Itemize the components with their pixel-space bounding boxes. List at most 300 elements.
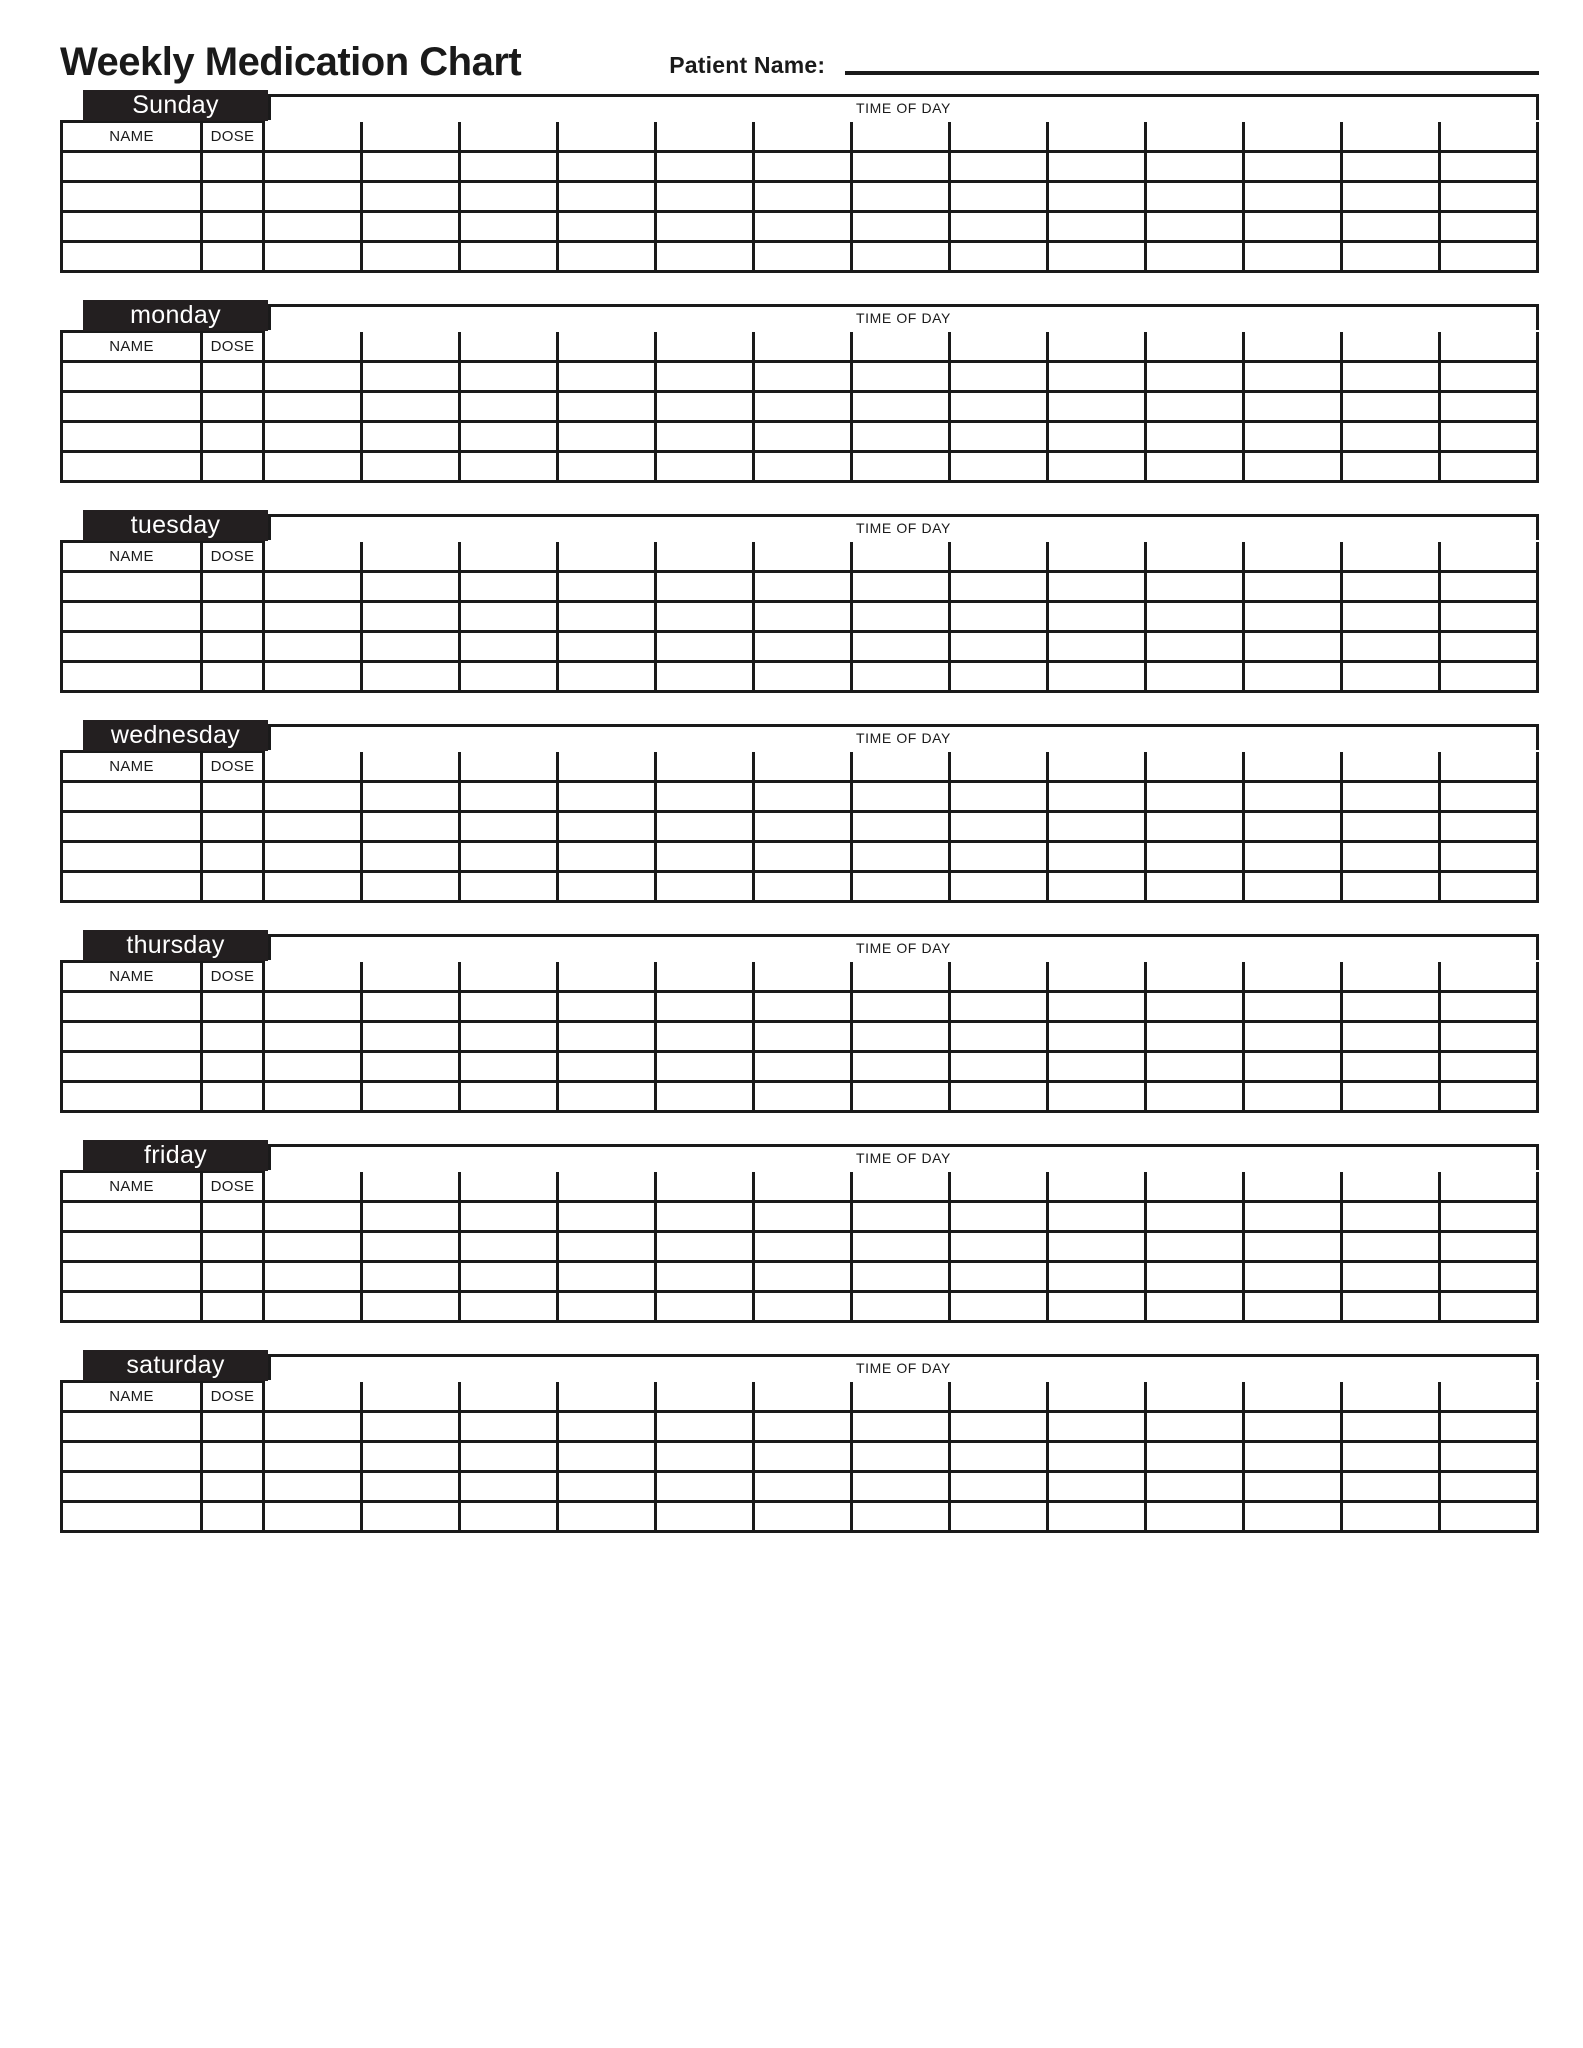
time-slot-cell[interactable] <box>1146 362 1244 392</box>
time-slot-header-cell[interactable] <box>656 332 754 362</box>
time-slot-cell[interactable] <box>1342 992 1440 1022</box>
medication-name-cell[interactable] <box>62 212 202 242</box>
time-slot-cell[interactable] <box>852 1472 950 1502</box>
time-slot-cell[interactable] <box>1048 1202 1146 1232</box>
time-slot-cell[interactable] <box>558 872 656 902</box>
time-slot-cell[interactable] <box>1146 452 1244 482</box>
time-slot-header-cell[interactable] <box>362 122 460 152</box>
time-slot-cell[interactable] <box>1048 1052 1146 1082</box>
time-slot-cell[interactable] <box>754 422 852 452</box>
time-slot-cell[interactable] <box>1342 1472 1440 1502</box>
time-slot-cell[interactable] <box>558 1022 656 1052</box>
time-slot-cell[interactable] <box>1440 602 1538 632</box>
time-slot-cell[interactable] <box>656 212 754 242</box>
time-slot-cell[interactable] <box>950 392 1048 422</box>
time-slot-header-cell[interactable] <box>460 122 558 152</box>
time-slot-header-cell[interactable] <box>1146 122 1244 152</box>
time-slot-cell[interactable] <box>1440 1052 1538 1082</box>
time-slot-cell[interactable] <box>1048 212 1146 242</box>
time-slot-cell[interactable] <box>1440 1472 1538 1502</box>
time-slot-cell[interactable] <box>656 842 754 872</box>
time-slot-cell[interactable] <box>1244 1472 1342 1502</box>
time-slot-header-cell[interactable] <box>852 542 950 572</box>
time-slot-header-cell[interactable] <box>1342 1382 1440 1412</box>
time-slot-header-cell[interactable] <box>558 122 656 152</box>
time-slot-cell[interactable] <box>558 812 656 842</box>
time-slot-cell[interactable] <box>264 632 362 662</box>
time-slot-cell[interactable] <box>1048 1022 1146 1052</box>
medication-dose-cell[interactable] <box>202 182 264 212</box>
time-slot-cell[interactable] <box>1048 392 1146 422</box>
time-slot-cell[interactable] <box>1048 1232 1146 1262</box>
medication-name-cell[interactable] <box>62 1502 202 1532</box>
time-slot-cell[interactable] <box>1244 1502 1342 1532</box>
time-slot-header-cell[interactable] <box>1048 1172 1146 1202</box>
time-slot-header-cell[interactable] <box>558 752 656 782</box>
time-slot-cell[interactable] <box>1244 812 1342 842</box>
medication-dose-cell[interactable] <box>202 632 264 662</box>
time-slot-header-cell[interactable] <box>1146 1382 1244 1412</box>
time-slot-cell[interactable] <box>264 1502 362 1532</box>
time-slot-header-cell[interactable] <box>656 1172 754 1202</box>
time-slot-cell[interactable] <box>950 602 1048 632</box>
time-slot-cell[interactable] <box>558 212 656 242</box>
time-slot-header-cell[interactable] <box>362 542 460 572</box>
time-slot-cell[interactable] <box>558 1502 656 1532</box>
time-slot-header-cell[interactable] <box>1244 1382 1342 1412</box>
time-slot-cell[interactable] <box>264 992 362 1022</box>
time-slot-cell[interactable] <box>852 242 950 272</box>
time-slot-cell[interactable] <box>460 152 558 182</box>
time-slot-header-cell[interactable] <box>1048 542 1146 572</box>
time-slot-cell[interactable] <box>1048 362 1146 392</box>
time-slot-cell[interactable] <box>362 212 460 242</box>
time-slot-header-cell[interactable] <box>460 1172 558 1202</box>
medication-dose-cell[interactable] <box>202 1052 264 1082</box>
time-slot-cell[interactable] <box>950 182 1048 212</box>
time-slot-cell[interactable] <box>1146 1262 1244 1292</box>
time-slot-cell[interactable] <box>1244 182 1342 212</box>
time-slot-cell[interactable] <box>1342 812 1440 842</box>
time-slot-header-cell[interactable] <box>852 962 950 992</box>
time-slot-header-cell[interactable] <box>754 542 852 572</box>
time-slot-cell[interactable] <box>460 182 558 212</box>
time-slot-cell[interactable] <box>754 842 852 872</box>
time-slot-cell[interactable] <box>1342 422 1440 452</box>
time-slot-cell[interactable] <box>1342 1082 1440 1112</box>
time-slot-header-cell[interactable] <box>1440 1172 1538 1202</box>
medication-name-cell[interactable] <box>62 1262 202 1292</box>
time-slot-cell[interactable] <box>264 1412 362 1442</box>
time-slot-cell[interactable] <box>1048 1412 1146 1442</box>
time-slot-header-cell[interactable] <box>1146 752 1244 782</box>
time-slot-cell[interactable] <box>558 1412 656 1442</box>
time-slot-cell[interactable] <box>1244 1262 1342 1292</box>
time-slot-cell[interactable] <box>754 812 852 842</box>
time-slot-cell[interactable] <box>1244 632 1342 662</box>
time-slot-cell[interactable] <box>1440 572 1538 602</box>
time-slot-cell[interactable] <box>264 1262 362 1292</box>
time-slot-cell[interactable] <box>754 602 852 632</box>
time-slot-cell[interactable] <box>754 1052 852 1082</box>
time-slot-cell[interactable] <box>1342 1502 1440 1532</box>
medication-name-cell[interactable] <box>62 362 202 392</box>
time-slot-cell[interactable] <box>1244 842 1342 872</box>
time-slot-header-cell[interactable] <box>1048 1382 1146 1412</box>
time-slot-cell[interactable] <box>754 662 852 692</box>
time-slot-cell[interactable] <box>1244 1022 1342 1052</box>
time-slot-cell[interactable] <box>1440 212 1538 242</box>
time-slot-cell[interactable] <box>852 572 950 602</box>
time-slot-header-cell[interactable] <box>754 1382 852 1412</box>
time-slot-cell[interactable] <box>656 1202 754 1232</box>
time-slot-cell[interactable] <box>1048 1472 1146 1502</box>
time-slot-cell[interactable] <box>460 1442 558 1472</box>
patient-name-write-line[interactable] <box>845 71 1539 75</box>
time-slot-cell[interactable] <box>1440 662 1538 692</box>
time-slot-cell[interactable] <box>558 1262 656 1292</box>
time-slot-header-cell[interactable] <box>460 1382 558 1412</box>
time-slot-header-cell[interactable] <box>1342 962 1440 992</box>
time-slot-cell[interactable] <box>1440 1022 1538 1052</box>
time-slot-cell[interactable] <box>460 392 558 422</box>
time-slot-cell[interactable] <box>1440 422 1538 452</box>
time-slot-cell[interactable] <box>362 812 460 842</box>
time-slot-cell[interactable] <box>1244 392 1342 422</box>
time-slot-header-cell[interactable] <box>264 122 362 152</box>
time-slot-header-cell[interactable] <box>656 542 754 572</box>
time-slot-cell[interactable] <box>558 242 656 272</box>
time-slot-header-cell[interactable] <box>1244 752 1342 782</box>
time-slot-cell[interactable] <box>1146 1232 1244 1262</box>
time-slot-cell[interactable] <box>460 1262 558 1292</box>
time-slot-cell[interactable] <box>1146 1502 1244 1532</box>
time-slot-cell[interactable] <box>656 1472 754 1502</box>
time-slot-cell[interactable] <box>1342 1232 1440 1262</box>
time-slot-cell[interactable] <box>1342 362 1440 392</box>
time-slot-cell[interactable] <box>558 1202 656 1232</box>
medication-dose-cell[interactable] <box>202 872 264 902</box>
time-slot-cell[interactable] <box>950 362 1048 392</box>
time-slot-cell[interactable] <box>558 992 656 1022</box>
time-slot-cell[interactable] <box>264 872 362 902</box>
time-slot-header-cell[interactable] <box>1048 332 1146 362</box>
time-slot-cell[interactable] <box>1048 812 1146 842</box>
time-slot-cell[interactable] <box>852 422 950 452</box>
time-slot-cell[interactable] <box>1342 452 1440 482</box>
time-slot-cell[interactable] <box>460 842 558 872</box>
time-slot-cell[interactable] <box>754 1472 852 1502</box>
time-slot-cell[interactable] <box>460 1082 558 1112</box>
time-slot-cell[interactable] <box>852 1052 950 1082</box>
time-slot-cell[interactable] <box>1146 1052 1244 1082</box>
time-slot-cell[interactable] <box>1244 1202 1342 1232</box>
time-slot-cell[interactable] <box>950 662 1048 692</box>
time-slot-cell[interactable] <box>362 782 460 812</box>
time-slot-cell[interactable] <box>1146 1022 1244 1052</box>
time-slot-cell[interactable] <box>754 362 852 392</box>
medication-dose-cell[interactable] <box>202 1472 264 1502</box>
time-slot-cell[interactable] <box>656 1232 754 1262</box>
time-slot-cell[interactable] <box>1146 872 1244 902</box>
time-slot-cell[interactable] <box>558 1442 656 1472</box>
time-slot-cell[interactable] <box>460 1412 558 1442</box>
time-slot-cell[interactable] <box>362 452 460 482</box>
time-slot-header-cell[interactable] <box>558 1382 656 1412</box>
time-slot-cell[interactable] <box>656 1262 754 1292</box>
time-slot-cell[interactable] <box>264 1472 362 1502</box>
medication-name-cell[interactable] <box>62 1232 202 1262</box>
time-slot-cell[interactable] <box>1342 1022 1440 1052</box>
time-slot-cell[interactable] <box>1146 572 1244 602</box>
time-slot-cell[interactable] <box>950 1442 1048 1472</box>
time-slot-cell[interactable] <box>460 872 558 902</box>
time-slot-cell[interactable] <box>362 1412 460 1442</box>
time-slot-cell[interactable] <box>656 362 754 392</box>
medication-dose-cell[interactable] <box>202 1202 264 1232</box>
medication-dose-cell[interactable] <box>202 602 264 632</box>
time-slot-cell[interactable] <box>656 242 754 272</box>
time-slot-cell[interactable] <box>656 632 754 662</box>
medication-dose-cell[interactable] <box>202 1082 264 1112</box>
time-slot-cell[interactable] <box>754 152 852 182</box>
time-slot-cell[interactable] <box>1048 842 1146 872</box>
time-slot-cell[interactable] <box>852 362 950 392</box>
time-slot-header-cell[interactable] <box>1440 122 1538 152</box>
time-slot-cell[interactable] <box>852 1292 950 1322</box>
time-slot-cell[interactable] <box>1440 182 1538 212</box>
time-slot-cell[interactable] <box>656 422 754 452</box>
time-slot-header-cell[interactable] <box>264 1172 362 1202</box>
time-slot-cell[interactable] <box>264 1232 362 1262</box>
time-slot-cell[interactable] <box>1244 152 1342 182</box>
time-slot-header-cell[interactable] <box>754 122 852 152</box>
time-slot-header-cell[interactable] <box>1342 332 1440 362</box>
time-slot-cell[interactable] <box>1440 1082 1538 1112</box>
time-slot-cell[interactable] <box>950 1292 1048 1322</box>
time-slot-cell[interactable] <box>656 992 754 1022</box>
medication-name-cell[interactable] <box>62 572 202 602</box>
time-slot-header-cell[interactable] <box>1146 542 1244 572</box>
time-slot-cell[interactable] <box>656 872 754 902</box>
time-slot-header-cell[interactable] <box>460 332 558 362</box>
time-slot-cell[interactable] <box>1440 1232 1538 1262</box>
time-slot-cell[interactable] <box>1244 1412 1342 1442</box>
time-slot-cell[interactable] <box>1048 152 1146 182</box>
time-slot-cell[interactable] <box>558 632 656 662</box>
time-slot-cell[interactable] <box>1048 1442 1146 1472</box>
time-slot-cell[interactable] <box>1146 1442 1244 1472</box>
time-slot-header-cell[interactable] <box>264 542 362 572</box>
time-slot-cell[interactable] <box>754 872 852 902</box>
medication-name-cell[interactable] <box>62 662 202 692</box>
time-slot-cell[interactable] <box>460 1202 558 1232</box>
time-slot-header-cell[interactable] <box>264 1382 362 1412</box>
time-slot-cell[interactable] <box>1048 1262 1146 1292</box>
time-slot-cell[interactable] <box>1440 842 1538 872</box>
time-slot-cell[interactable] <box>852 782 950 812</box>
time-slot-cell[interactable] <box>558 1232 656 1262</box>
time-slot-cell[interactable] <box>852 1022 950 1052</box>
time-slot-cell[interactable] <box>1244 572 1342 602</box>
time-slot-cell[interactable] <box>1440 1442 1538 1472</box>
time-slot-cell[interactable] <box>852 872 950 902</box>
medication-name-cell[interactable] <box>62 602 202 632</box>
time-slot-cell[interactable] <box>950 842 1048 872</box>
time-slot-cell[interactable] <box>950 1262 1048 1292</box>
time-slot-cell[interactable] <box>1342 182 1440 212</box>
time-slot-cell[interactable] <box>754 782 852 812</box>
time-slot-header-cell[interactable] <box>656 1382 754 1412</box>
medication-name-cell[interactable] <box>62 452 202 482</box>
time-slot-header-cell[interactable] <box>656 962 754 992</box>
time-slot-cell[interactable] <box>1342 1052 1440 1082</box>
time-slot-cell[interactable] <box>656 182 754 212</box>
time-slot-cell[interactable] <box>656 1412 754 1442</box>
medication-name-cell[interactable] <box>62 992 202 1022</box>
time-slot-cell[interactable] <box>1342 1292 1440 1322</box>
time-slot-cell[interactable] <box>852 842 950 872</box>
time-slot-cell[interactable] <box>1146 632 1244 662</box>
medication-dose-cell[interactable] <box>202 242 264 272</box>
time-slot-cell[interactable] <box>950 992 1048 1022</box>
time-slot-cell[interactable] <box>460 632 558 662</box>
time-slot-header-cell[interactable] <box>852 1382 950 1412</box>
time-slot-cell[interactable] <box>950 572 1048 602</box>
time-slot-header-cell[interactable] <box>1048 752 1146 782</box>
time-slot-cell[interactable] <box>1244 212 1342 242</box>
time-slot-cell[interactable] <box>1440 632 1538 662</box>
time-slot-cell[interactable] <box>852 992 950 1022</box>
medication-dose-cell[interactable] <box>202 1022 264 1052</box>
time-slot-header-cell[interactable] <box>558 1172 656 1202</box>
time-slot-cell[interactable] <box>264 362 362 392</box>
medication-name-cell[interactable] <box>62 812 202 842</box>
time-slot-cell[interactable] <box>656 572 754 602</box>
time-slot-cell[interactable] <box>1342 662 1440 692</box>
time-slot-cell[interactable] <box>950 1412 1048 1442</box>
time-slot-cell[interactable] <box>362 1442 460 1472</box>
time-slot-cell[interactable] <box>558 662 656 692</box>
time-slot-cell[interactable] <box>754 1442 852 1472</box>
time-slot-cell[interactable] <box>1146 842 1244 872</box>
medication-dose-cell[interactable] <box>202 662 264 692</box>
time-slot-cell[interactable] <box>1342 152 1440 182</box>
time-slot-cell[interactable] <box>1440 992 1538 1022</box>
medication-dose-cell[interactable] <box>202 392 264 422</box>
time-slot-header-cell[interactable] <box>852 1172 950 1202</box>
time-slot-cell[interactable] <box>1440 452 1538 482</box>
time-slot-cell[interactable] <box>950 812 1048 842</box>
time-slot-cell[interactable] <box>558 1082 656 1112</box>
time-slot-cell[interactable] <box>1048 992 1146 1022</box>
time-slot-header-cell[interactable] <box>1440 1382 1538 1412</box>
medication-dose-cell[interactable] <box>202 1292 264 1322</box>
time-slot-cell[interactable] <box>558 182 656 212</box>
medication-dose-cell[interactable] <box>202 422 264 452</box>
time-slot-cell[interactable] <box>1342 212 1440 242</box>
time-slot-cell[interactable] <box>1440 362 1538 392</box>
time-slot-cell[interactable] <box>950 1082 1048 1112</box>
time-slot-cell[interactable] <box>754 1292 852 1322</box>
time-slot-cell[interactable] <box>1244 1082 1342 1112</box>
time-slot-header-cell[interactable] <box>1146 962 1244 992</box>
time-slot-header-cell[interactable] <box>1048 962 1146 992</box>
time-slot-cell[interactable] <box>1342 632 1440 662</box>
time-slot-cell[interactable] <box>1244 662 1342 692</box>
time-slot-header-cell[interactable] <box>1146 332 1244 362</box>
medication-dose-cell[interactable] <box>202 812 264 842</box>
time-slot-cell[interactable] <box>1048 1082 1146 1112</box>
time-slot-cell[interactable] <box>656 812 754 842</box>
time-slot-cell[interactable] <box>852 212 950 242</box>
time-slot-cell[interactable] <box>1146 1472 1244 1502</box>
time-slot-cell[interactable] <box>852 182 950 212</box>
time-slot-cell[interactable] <box>1440 152 1538 182</box>
medication-name-cell[interactable] <box>62 1442 202 1472</box>
time-slot-cell[interactable] <box>362 1292 460 1322</box>
time-slot-cell[interactable] <box>656 452 754 482</box>
time-slot-cell[interactable] <box>460 1502 558 1532</box>
time-slot-cell[interactable] <box>1244 422 1342 452</box>
time-slot-cell[interactable] <box>950 422 1048 452</box>
time-slot-cell[interactable] <box>754 452 852 482</box>
time-slot-cell[interactable] <box>656 152 754 182</box>
time-slot-cell[interactable] <box>754 182 852 212</box>
time-slot-cell[interactable] <box>460 782 558 812</box>
time-slot-cell[interactable] <box>1048 182 1146 212</box>
medication-dose-cell[interactable] <box>202 1232 264 1262</box>
time-slot-cell[interactable] <box>558 152 656 182</box>
time-slot-cell[interactable] <box>754 632 852 662</box>
medication-dose-cell[interactable] <box>202 782 264 812</box>
time-slot-header-cell[interactable] <box>1440 332 1538 362</box>
time-slot-header-cell[interactable] <box>950 332 1048 362</box>
time-slot-cell[interactable] <box>950 632 1048 662</box>
time-slot-cell[interactable] <box>264 422 362 452</box>
medication-name-cell[interactable] <box>62 1472 202 1502</box>
time-slot-cell[interactable] <box>1244 1292 1342 1322</box>
time-slot-cell[interactable] <box>264 452 362 482</box>
time-slot-cell[interactable] <box>1048 632 1146 662</box>
time-slot-cell[interactable] <box>1146 662 1244 692</box>
time-slot-cell[interactable] <box>950 1202 1048 1232</box>
time-slot-cell[interactable] <box>460 422 558 452</box>
time-slot-cell[interactable] <box>264 842 362 872</box>
time-slot-header-cell[interactable] <box>656 752 754 782</box>
time-slot-header-cell[interactable] <box>950 542 1048 572</box>
time-slot-header-cell[interactable] <box>362 1172 460 1202</box>
time-slot-cell[interactable] <box>460 662 558 692</box>
time-slot-cell[interactable] <box>1048 1502 1146 1532</box>
time-slot-cell[interactable] <box>1342 1412 1440 1442</box>
time-slot-cell[interactable] <box>264 182 362 212</box>
time-slot-cell[interactable] <box>1440 1292 1538 1322</box>
time-slot-cell[interactable] <box>1342 1202 1440 1232</box>
time-slot-cell[interactable] <box>656 1022 754 1052</box>
time-slot-cell[interactable] <box>754 992 852 1022</box>
time-slot-cell[interactable] <box>362 1472 460 1502</box>
time-slot-cell[interactable] <box>950 872 1048 902</box>
time-slot-cell[interactable] <box>754 1412 852 1442</box>
time-slot-cell[interactable] <box>264 1292 362 1322</box>
time-slot-header-cell[interactable] <box>852 332 950 362</box>
time-slot-cell[interactable] <box>558 392 656 422</box>
medication-name-cell[interactable] <box>62 422 202 452</box>
time-slot-cell[interactable] <box>1244 362 1342 392</box>
time-slot-cell[interactable] <box>1146 602 1244 632</box>
time-slot-cell[interactable] <box>852 602 950 632</box>
